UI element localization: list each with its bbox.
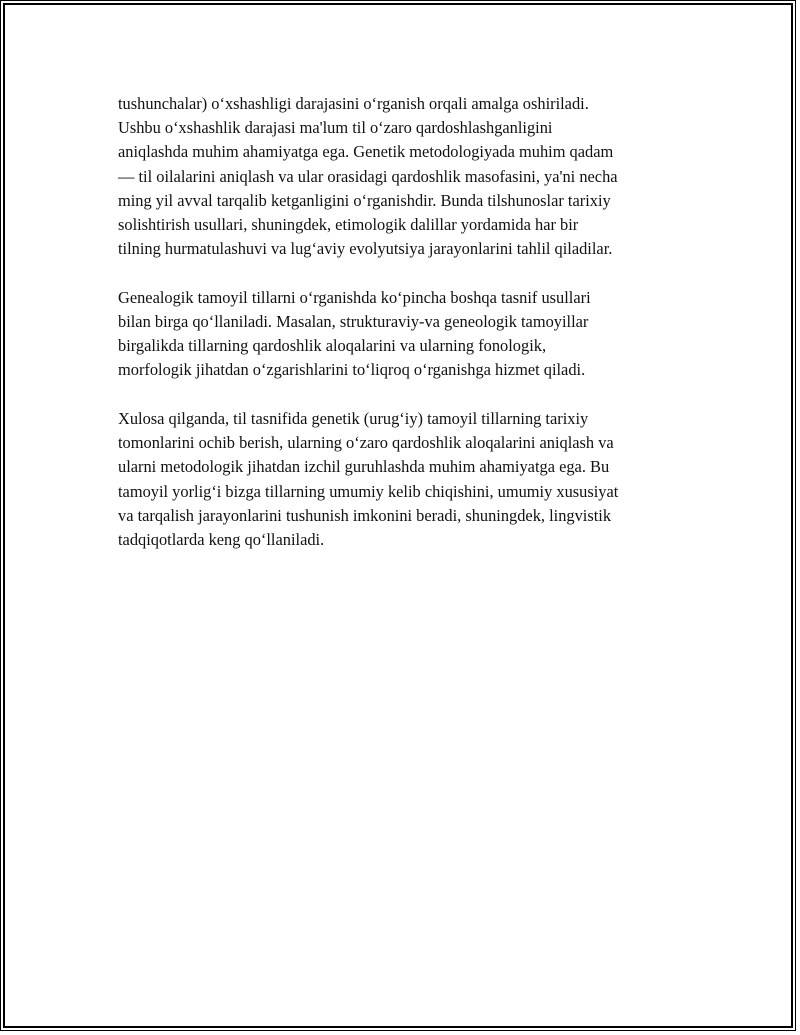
text-line: Xulosa qilganda, til tasnifida genetik (urug‘iy) tamoyil tillarning tarixiy [118,409,589,429]
text-line: bilan birga qo‘llaniladi. Masalan, strukturaviy-va geneologik tamoyillar [118,312,589,332]
text-line: birgalikda tillarning qardoshlik aloqalarini va ularning fonologik, [118,336,547,356]
text-line: aniqlashda muhim ahamiyatga ega. Genetik metodologiyada muhim qadam [118,142,614,162]
paragraph-3 [118,407,690,552]
text-line: ming yil avval tarqalib ketganligini o‘rganishdir. Bunda tilshunoslar tarixiy [118,190,611,210]
text-line: Genealogik tamoyil tillarni o‘rganishda ko‘pincha boshqa tasnif usullari [118,287,591,307]
text-line: tomonlarini ochib berish, ularning o‘zaro qardoshlik aloqalarini aniqlash va [118,433,614,453]
text-line: morfologik jihatdan o‘zgarishlarini to‘liqroq o‘rganishga hizmet qiladi. [118,360,586,380]
document-body [118,92,690,577]
text-line: tilning hurmatulashuvi va lug‘aviy evolyutsiya jarayonlarini tahlil qiladilar. [118,239,613,259]
text-line: va tarqalish jarayonlarini tushunish imkonini beradi, shuningdek, lingvistik [118,505,612,525]
paragraph-1 [118,92,690,261]
text-line: Ushbu o‘xshashlik darajasi ma'lum til o‘zaro qardoshlashganligini [118,118,553,138]
text-line: tadqiqotlarda keng qo‘llaniladi. [118,530,325,550]
text-line: tamoyil yorlig‘i bizga tillarning umumiy kelib chiqishini, umumiy xususiyat [118,481,619,501]
paragraph-2 [118,286,690,383]
text-line: tushunchalar) o‘xshashligi darajasini o‘rganish orqali amalga oshiriladi. [118,94,589,113]
text-line: ularni metodologik jihatdan izchil guruhlashda muhim ahamiyatga ega. Bu [118,457,610,477]
text-line: solishtirish usullari, shuningdek, etimologik dalillar yordamida har bir [118,215,579,235]
text-line: — til oilalarini aniqlash va ular orasidagi qardoshlik masofasini, ya'ni necha [118,166,618,186]
